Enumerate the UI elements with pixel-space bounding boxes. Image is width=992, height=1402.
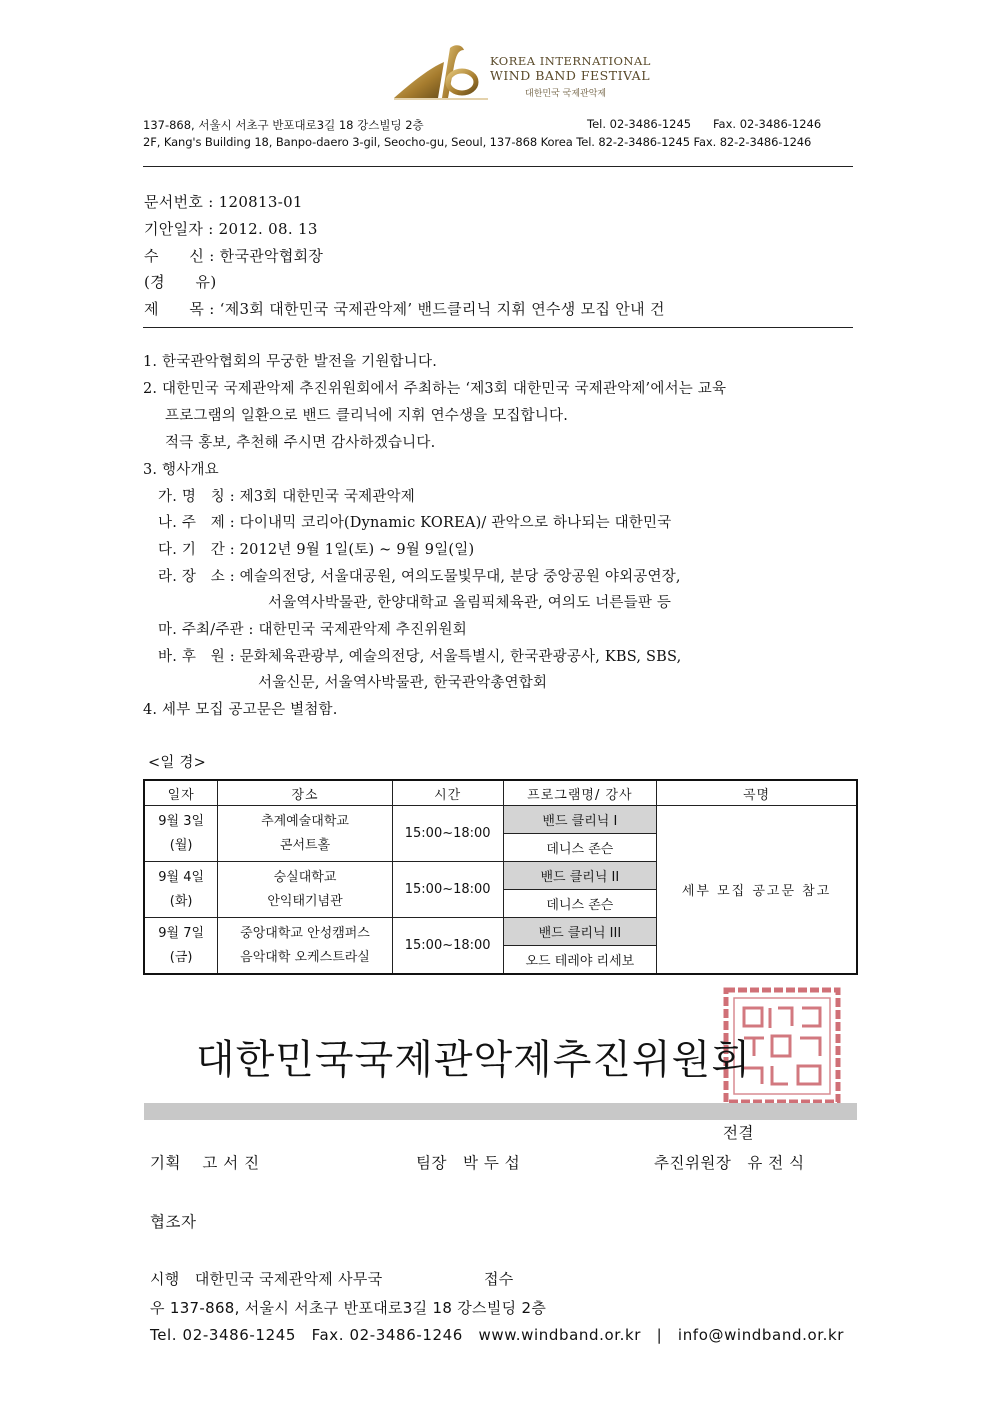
row3-place-line2: 음악대학 오케스트라실 [240, 949, 370, 965]
row2-time: 15:00~18:00 [392, 862, 503, 918]
header-time: 시간 [392, 780, 503, 806]
logo-line2: WIND BAND FESTIVAL [490, 68, 651, 83]
issuer: 시행 대한민국 국제관악제 사무국 [150, 1270, 383, 1288]
tel-korean: Tel. 02-3486-1245 [587, 117, 692, 131]
body-line-13: 서울신문, 서울역사박물관, 한국관악총연합회 [258, 675, 548, 691]
draft-date: 기안일자 : 2012. 08. 13 [144, 220, 318, 238]
receipt-label: 접수 [484, 1270, 514, 1288]
body-line-2: 2. 대한민국 국제관악제 추진위원회에서 주최하는 ‘제3회 대한민국 국제관악제’에서는 교육 [143, 381, 727, 397]
body-line-14: 4. 세부 모집 공고문은 별첨함. [143, 702, 338, 718]
row1-time: 15:00~18:00 [392, 806, 503, 862]
logo-line3: 대한민국 국제관악제 [525, 89, 607, 99]
organization-title: 대한민국국제관악제추진위원회 [196, 1037, 751, 1083]
row3-place-line1: 중앙대학교 안성캠퍼스 [240, 925, 370, 941]
row3-date [144, 918, 218, 975]
row3-date-line1: 9월 7일 [158, 925, 205, 941]
body-line-5: 3. 행사개요 [143, 462, 219, 478]
address-korean: 137-868, 서울시 서초구 반포대로3길 18 강스빌딩 2층 [143, 118, 424, 132]
body-line-10: 서울역사박물관, 한양대학교 올림픽체육관, 여의도 너른들판 등 [268, 595, 672, 611]
header-place: 장소 [218, 780, 392, 806]
body-line-11: 마. 주최/주관 : 대한민국 국제관악제 추진위원회 [158, 622, 467, 638]
cooperator-label: 협조자 [150, 1213, 197, 1231]
logo-line1: KOREA INTERNATIONAL [490, 54, 651, 68]
body-line-9: 라. 장 소 : 예술의전당, 서울대공원, 여의도물빛무대, 분당 중앙공원 야외공연장, [158, 569, 681, 585]
table-header-row [144, 780, 857, 806]
postal-address: 우 137-868, 서울시 서초구 반포대로3길 18 강스빌딩 2층 [150, 1299, 547, 1317]
row1-date [144, 806, 218, 862]
header-date: 일자 [144, 780, 218, 806]
row3-program: 밴드 클리닉 III [503, 918, 657, 946]
row2-program: 밴드 클리닉 II [503, 862, 657, 890]
team-lead: 팀장 박 두 섭 [416, 1154, 521, 1172]
header-program: 프로그램명/ 강사 [503, 780, 657, 806]
recipient: 수 신 : 한국관악협회장 [144, 247, 324, 265]
song-cell: 세부 모집 공고문 참고 [657, 806, 857, 975]
row3-date-line2: (금) [169, 949, 193, 965]
body-line-7: 나. 주 제 : 다이내믹 코리아(Dynamic KOREA)/ 관악으로 하나되는 대한민국 [158, 515, 672, 531]
body-line-1: 1. 한국관악협회의 무궁한 발전을 기원합니다. [143, 354, 438, 370]
row2-place-line2: 안익태기념관 [267, 893, 343, 909]
row3-teacher: 오드 테레야 리세보 [503, 946, 657, 975]
planner: 기획 고 서 진 [150, 1154, 260, 1172]
body-line-3: 프로그램의 일환으로 밴드 클리닉에 지휘 연수생을 모집합니다. [165, 408, 569, 424]
body-line-8: 다. 기 간 : 2012년 9월 1일(토) ~ 9월 9일(일) [158, 542, 475, 558]
row1-place-line1: 추계예술대학교 [261, 813, 349, 829]
row1-date-line2: (월) [169, 837, 193, 853]
row2-place [218, 862, 392, 918]
schedule-table [143, 779, 858, 975]
fax-korean: Fax. 02-3486-1246 [713, 117, 822, 131]
table-row [144, 806, 857, 834]
via: (경 유) [144, 273, 217, 291]
address-english: 2F, Kang's Building 18, Banpo-daero 3-gil, Seocho-gu, Seoul, 137-868 Korea Tel. 82-2-3486-1245 Fax. 82-2-3486-1246 [143, 135, 812, 149]
body-line-12: 바. 후 원 : 문화체육관광부, 예술의전당, 서울특별시, 한국관광공사, KBS, SBS, [158, 649, 682, 665]
festival-logo-mark [392, 42, 492, 104]
header-divider [143, 166, 853, 167]
row1-teacher: 데니스 존슨 [503, 834, 657, 862]
subject: 제 목 : ‘제3회 대한민국 국제관악제’ 밴드클리닉 지휘 연수생 모집 안내 건 [144, 300, 665, 318]
row3-time: 15:00~18:00 [392, 918, 503, 975]
schedule-caption: <일 경> [148, 755, 206, 771]
committee-chair: 추진위원장 유 전 식 [654, 1154, 805, 1172]
row2-place-line1: 숭실대학교 [273, 869, 337, 885]
row2-teacher: 데니스 존슨 [503, 890, 657, 918]
grey-divider-bar [144, 1103, 857, 1120]
document-number: 문서번호 : 120813-01 [144, 193, 303, 211]
body-line-6: 가. 명 칭 : 제3회 대한민국 국제관악제 [158, 489, 415, 505]
body-line-4: 적극 홍보, 추천해 주시면 감사하겠습니다. [165, 435, 436, 451]
approval-label: 전결 [723, 1124, 754, 1142]
row1-place [218, 806, 392, 862]
row2-date-line2: (화) [169, 893, 193, 909]
meta-divider [143, 327, 853, 328]
row2-date [144, 862, 218, 918]
row1-program: 밴드 클리닉 I [503, 806, 657, 834]
header-song: 곡명 [657, 780, 857, 806]
contact-line: Tel. 02-3486-1245 Fax. 02-3486-1246 www.windband.or.kr | info@windband.or.kr [150, 1326, 845, 1344]
row1-date-line1: 9월 3일 [158, 813, 205, 829]
row2-date-line1: 9월 4일 [158, 869, 205, 885]
row3-place [218, 918, 392, 975]
row1-place-line2: 콘서트홀 [279, 837, 331, 853]
